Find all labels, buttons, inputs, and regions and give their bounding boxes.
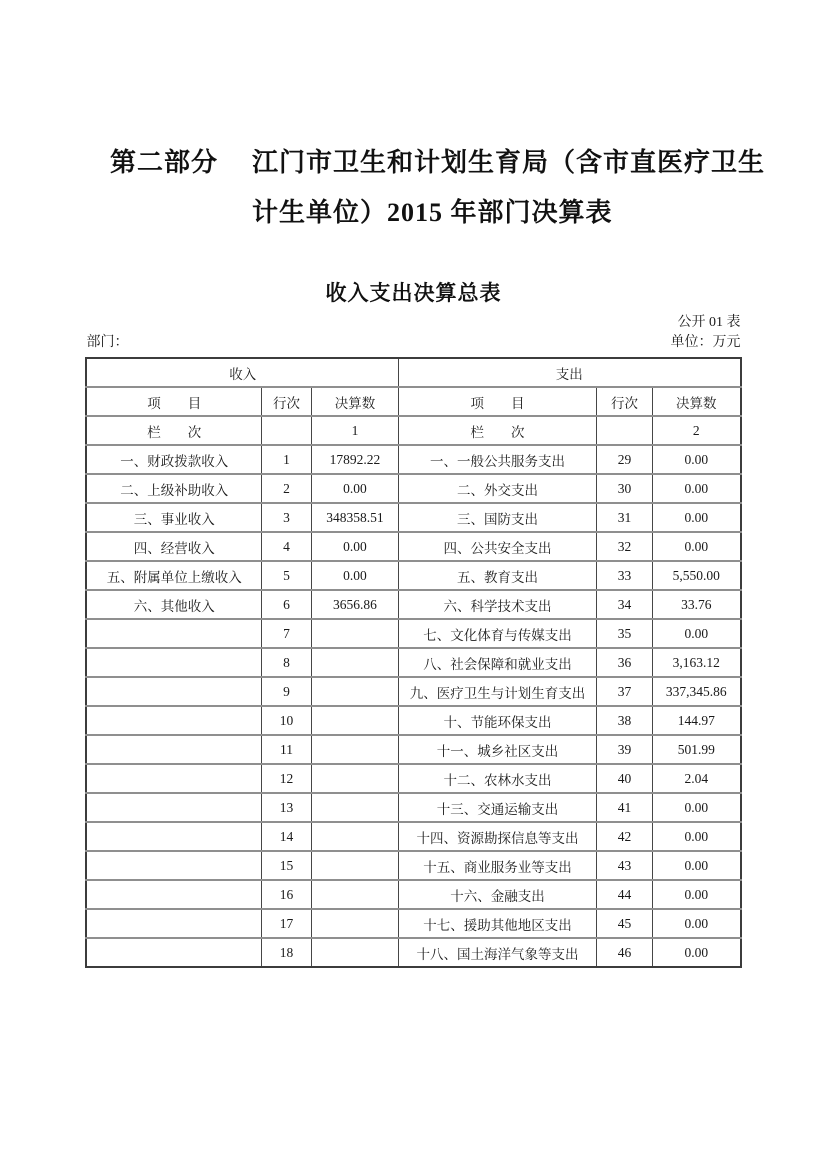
expense-index-label: 栏 次 <box>399 416 597 445</box>
expense-value-cell: 0.00 <box>653 445 741 474</box>
expense-item-cell: 十三、交通运输支出 <box>399 793 597 822</box>
expense-line-cell: 29 <box>597 445 653 474</box>
expense-item-cell: 七、文化体育与传媒支出 <box>399 619 597 648</box>
expense-item-cell: 十七、援助其他地区支出 <box>399 909 597 938</box>
table-row <box>86 590 740 619</box>
department-label: 部门： <box>86 335 129 350</box>
table-row <box>86 474 740 503</box>
income-item-cell <box>86 909 261 938</box>
income-item-cell <box>86 880 261 909</box>
expense-item-header: 项 目 <box>399 387 597 416</box>
income-line-cell: 11 <box>261 735 311 764</box>
income-index-blank <box>261 416 311 445</box>
income-line-cell: 16 <box>261 880 311 909</box>
column-header-row <box>86 387 740 416</box>
table-row <box>86 851 740 880</box>
income-value-cell <box>311 677 398 706</box>
expense-line-cell: 37 <box>597 677 653 706</box>
income-line-cell: 8 <box>261 648 311 677</box>
income-value-cell: 0.00 <box>311 532 398 561</box>
document-title <box>0 138 827 238</box>
expense-value-cell: 144.97 <box>653 706 741 735</box>
income-value-cell <box>311 764 398 793</box>
income-item-cell: 二、上级补助收入 <box>86 474 261 503</box>
table-meta <box>87 314 741 352</box>
table-row <box>86 880 740 909</box>
income-line-cell: 9 <box>261 677 311 706</box>
expense-value-cell: 0.00 <box>653 938 741 967</box>
income-value-cell <box>311 909 398 938</box>
income-value-cell: 0.00 <box>311 474 398 503</box>
meta-row <box>87 334 741 352</box>
table-row <box>86 445 740 474</box>
income-line-cell: 18 <box>261 938 311 967</box>
table-code-label: 公开 01 表 <box>677 315 741 330</box>
income-column-index: 1 <box>311 416 398 445</box>
table-row <box>86 532 740 561</box>
income-value-cell: 0.00 <box>311 561 398 590</box>
title-part-label: 第二部分 <box>110 148 219 177</box>
income-value-cell: 348358.51 <box>311 503 398 532</box>
expense-line-cell: 36 <box>597 648 653 677</box>
expense-item-cell: 十六、金融支出 <box>399 880 597 909</box>
income-item-cell <box>86 938 261 967</box>
expense-line-cell: 45 <box>597 909 653 938</box>
expense-value-cell: 337,345.86 <box>653 677 741 706</box>
expense-item-cell: 五、教育支出 <box>399 561 597 590</box>
expense-value-cell: 0.00 <box>653 909 741 938</box>
income-value-cell <box>311 648 398 677</box>
table-title: 收入支出决算总表 <box>325 281 502 305</box>
table-row <box>86 503 740 532</box>
income-line-cell: 1 <box>261 445 311 474</box>
expense-item-cell: 十二、农林水支出 <box>399 764 597 793</box>
expense-value-cell: 0.00 <box>653 851 741 880</box>
expense-line-cell: 38 <box>597 706 653 735</box>
expense-value-cell: 0.00 <box>653 532 741 561</box>
expense-line-cell: 42 <box>597 822 653 851</box>
unit-label: 单位：万元 <box>670 335 741 350</box>
income-expense-table <box>85 357 741 968</box>
table-row <box>86 648 740 677</box>
expense-item-cell: 三、国防支出 <box>399 503 597 532</box>
income-item-header: 项 目 <box>86 387 261 416</box>
income-item-cell <box>86 648 261 677</box>
income-line-cell: 17 <box>261 909 311 938</box>
expense-value-cell: 5,550.00 <box>653 561 741 590</box>
income-value-header: 决算数 <box>311 387 398 416</box>
title-line-1: 江门市卫生和计划生育局（含市直医疗卫生 <box>252 148 766 177</box>
table-row <box>86 677 740 706</box>
table-row <box>86 706 740 735</box>
income-line-cell: 3 <box>261 503 311 532</box>
income-item-cell <box>86 677 261 706</box>
income-line-cell: 6 <box>261 590 311 619</box>
income-value-cell <box>311 706 398 735</box>
expense-item-cell: 六、科学技术支出 <box>399 590 597 619</box>
expense-item-cell: 十四、资源勘探信息等支出 <box>399 822 597 851</box>
income-line-header: 行次 <box>261 387 311 416</box>
expense-line-cell: 35 <box>597 619 653 648</box>
table-row <box>86 938 740 967</box>
income-line-cell: 4 <box>261 532 311 561</box>
expense-section-header: 支出 <box>399 358 741 387</box>
expense-item-cell: 一、一般公共服务支出 <box>399 445 597 474</box>
income-item-cell: 三、事业收入 <box>86 503 261 532</box>
income-value-cell <box>311 880 398 909</box>
expense-line-cell: 30 <box>597 474 653 503</box>
table-body <box>86 358 740 967</box>
expense-line-cell: 31 <box>597 503 653 532</box>
expense-value-cell: 0.00 <box>653 793 741 822</box>
expense-line-cell: 41 <box>597 793 653 822</box>
income-line-cell: 15 <box>261 851 311 880</box>
income-item-cell: 一、财政拨款收入 <box>86 445 261 474</box>
expense-value-cell: 3,163.12 <box>653 648 741 677</box>
expense-line-cell: 40 <box>597 764 653 793</box>
table-row <box>86 561 740 590</box>
income-line-cell: 7 <box>261 619 311 648</box>
income-section-header: 收入 <box>86 358 398 387</box>
table-row <box>86 909 740 938</box>
income-line-cell: 14 <box>261 822 311 851</box>
expense-line-cell: 46 <box>597 938 653 967</box>
income-item-cell <box>86 851 261 880</box>
expense-value-cell: 0.00 <box>653 474 741 503</box>
income-item-cell <box>86 706 261 735</box>
income-item-cell <box>86 793 261 822</box>
section-header-row <box>86 358 740 387</box>
income-item-cell: 四、经营收入 <box>86 532 261 561</box>
column-index-row <box>86 416 740 445</box>
income-line-cell: 13 <box>261 793 311 822</box>
expense-line-cell: 39 <box>597 735 653 764</box>
table-row <box>86 793 740 822</box>
title-main-text <box>252 138 765 238</box>
income-item-cell <box>86 764 261 793</box>
expense-value-cell: 33.76 <box>653 590 741 619</box>
income-item-cell <box>86 619 261 648</box>
expense-value-cell: 501.99 <box>653 735 741 764</box>
table-row <box>86 822 740 851</box>
income-line-cell: 2 <box>261 474 311 503</box>
income-value-cell <box>311 822 398 851</box>
expense-line-cell: 43 <box>597 851 653 880</box>
expense-line-cell: 44 <box>597 880 653 909</box>
expense-value-cell: 0.00 <box>653 880 741 909</box>
expense-line-cell: 33 <box>597 561 653 590</box>
expense-item-cell: 九、医疗卫生与计划生育支出 <box>399 677 597 706</box>
expense-value-cell: 2.04 <box>653 764 741 793</box>
income-line-cell: 12 <box>261 764 311 793</box>
table-row <box>86 735 740 764</box>
expense-item-cell: 二、外交支出 <box>399 474 597 503</box>
expense-line-cell: 34 <box>597 590 653 619</box>
expense-item-cell: 十一、城乡社区支出 <box>399 735 597 764</box>
expense-line-header: 行次 <box>597 387 653 416</box>
expense-value-cell: 0.00 <box>653 619 741 648</box>
income-value-cell <box>311 938 398 967</box>
expense-item-cell: 十、节能环保支出 <box>399 706 597 735</box>
expense-item-cell: 十八、国土海洋气象等支出 <box>399 938 597 967</box>
income-value-cell <box>311 793 398 822</box>
table-row <box>86 619 740 648</box>
income-value-cell: 3656.86 <box>311 590 398 619</box>
income-item-cell: 五、附属单位上缴收入 <box>86 561 261 590</box>
income-line-cell: 5 <box>261 561 311 590</box>
income-item-cell: 六、其他收入 <box>86 590 261 619</box>
income-item-cell <box>86 822 261 851</box>
income-line-cell: 10 <box>261 706 311 735</box>
income-value-cell <box>311 851 398 880</box>
income-value-cell <box>311 735 398 764</box>
expense-index-blank <box>597 416 653 445</box>
expense-item-cell: 十五、商业服务业等支出 <box>399 851 597 880</box>
table-row <box>86 764 740 793</box>
income-value-cell <box>311 619 398 648</box>
expense-item-cell: 四、公共安全支出 <box>399 532 597 561</box>
expense-column-index: 2 <box>653 416 741 445</box>
expense-item-cell: 八、社会保障和就业支出 <box>399 648 597 677</box>
expense-value-cell: 0.00 <box>653 503 741 532</box>
income-item-cell <box>86 735 261 764</box>
expense-value-header: 决算数 <box>653 387 741 416</box>
expense-line-cell: 32 <box>597 532 653 561</box>
income-index-label: 栏 次 <box>86 416 261 445</box>
income-value-cell: 17892.22 <box>311 445 398 474</box>
title-line-2: 计生单位）2015 年部门决算表 <box>252 198 613 227</box>
expense-value-cell: 0.00 <box>653 822 741 851</box>
